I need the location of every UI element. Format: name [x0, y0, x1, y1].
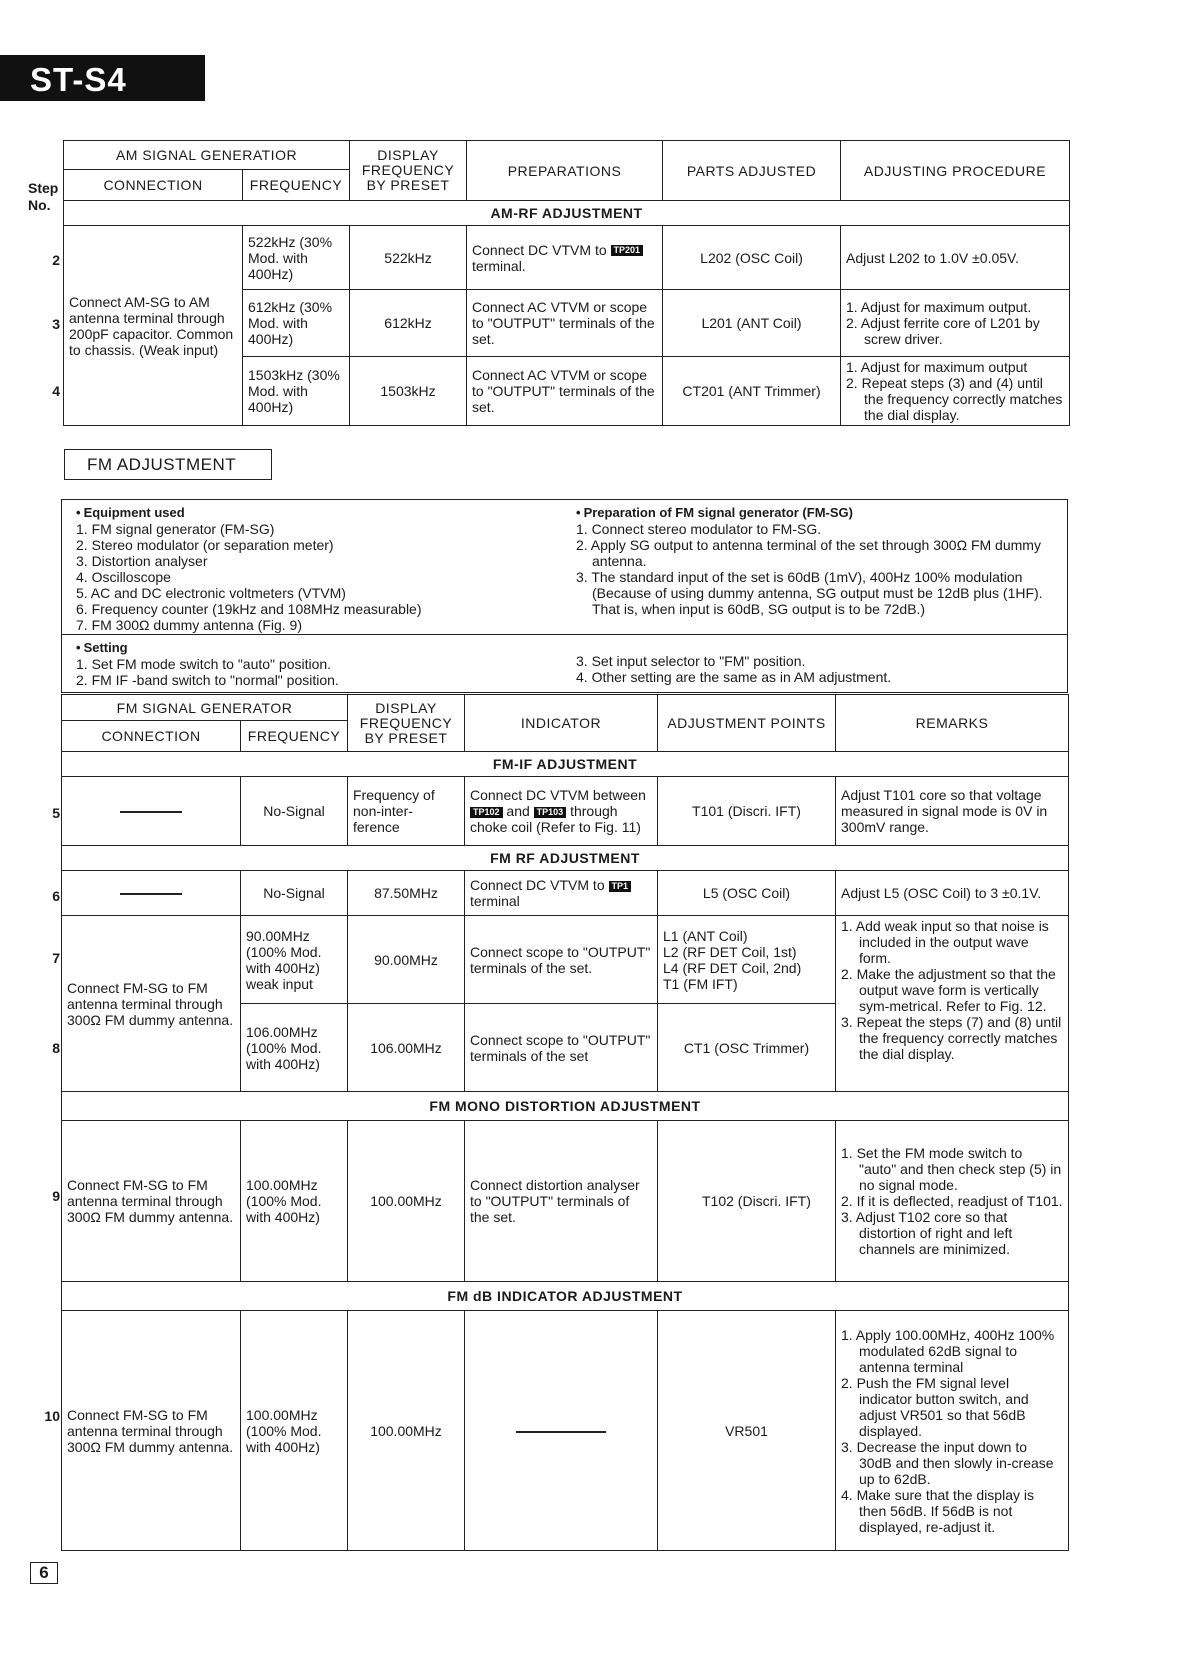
equipment-item: 4. Oscilloscope	[76, 569, 171, 585]
equipment-item: 3. Distortion analyser	[76, 553, 208, 569]
procedure-cell	[841, 226, 1070, 290]
section-title: FM dB INDICATOR ADJUSTMENT	[62, 1282, 1069, 1311]
frequency-cell: 612kHz (30% Mod. with 400Hz)	[243, 290, 350, 357]
connection-header: CONNECTION	[64, 170, 243, 201]
test-point-badge: TP102	[470, 807, 503, 818]
remark-step: 3. Adjust T102 core so that distortion of right and left channels are minimized.	[841, 1209, 1013, 1257]
remarks-cell: Adjust T101 core so that voltage measured in signal mode is 0V in 300mV range.	[836, 777, 1069, 846]
display-cell: 100.00MHz	[348, 1121, 465, 1282]
indicator-cell	[465, 871, 658, 916]
setting-item: 1. Set FM mode switch to "auto" position.	[76, 656, 332, 672]
connection-header: CONNECTION	[62, 721, 241, 752]
step-number: 9	[52, 1188, 60, 1204]
indicator-text: terminal	[470, 893, 520, 909]
dash-line	[120, 811, 182, 813]
adjustment-point: T1 (FM IFT)	[663, 975, 738, 992]
indicator-cell: Connect scope to "OUTPUT" terminals of the set.	[465, 916, 658, 1004]
step-number: 6	[52, 888, 60, 904]
setting-item: 4. Other setting are the same as in AM adjustment.	[576, 669, 892, 685]
am-generator-header: AM SIGNAL GENERATIOR	[64, 141, 350, 170]
adjustment-points-header: ADJUSTMENT POINTS	[658, 695, 836, 752]
setting-right	[562, 635, 1067, 692]
adjustment-points-cell	[658, 916, 836, 1004]
indicator-cell: Connect distortion analyser to "OUTPUT" terminals of the set.	[465, 1121, 658, 1282]
adjustment-points-cell: L5 (OSC Coil)	[658, 871, 836, 916]
display-cell: 1503kHz	[350, 357, 467, 426]
remarks-cell	[836, 1121, 1069, 1282]
remark-step: 1. Set the FM mode switch to "auto" and then check step (5) in no signal mode.	[841, 1145, 1062, 1193]
equipment-item: 2. Stereo modulator (or separation meter)	[76, 537, 334, 553]
adjustment-point: L4 (RF DET Coil, 2nd)	[663, 959, 802, 976]
fm-info-box	[61, 499, 1068, 693]
indicator-text: and	[506, 803, 530, 819]
setting-item: 2. FM IF -band switch to "normal" position.	[76, 672, 339, 688]
test-point-badge: TP1	[609, 881, 632, 892]
step-column-label	[28, 180, 58, 214]
preparation-cell	[467, 226, 663, 290]
equipment-title: • Equipment used	[76, 505, 185, 520]
frequency-cell: No-Signal	[241, 777, 348, 846]
frequency-cell: 1503kHz (30% Mod. with 400Hz)	[243, 357, 350, 426]
indicator-text: Connect DC VTVM between	[470, 787, 646, 803]
indicator-text: Connect DC VTVM to	[470, 877, 605, 893]
test-point-badge: TP103	[534, 807, 567, 818]
equipment-item: 5. AC and DC electronic voltmeters (VTVM)	[76, 585, 346, 601]
equipment-row	[62, 500, 1067, 635]
fm-sg-preparation-title-text: Preparation of FM signal generator (FM-SG)	[583, 505, 853, 520]
preparation-cell: Connect AC VTVM or scope to "OUTPUT" terminals of the set.	[467, 290, 663, 357]
fm-generator-header: FM SIGNAL GENERATOR	[62, 695, 348, 721]
remark-step: 2. If it is deflected, readjust of T101.	[841, 1193, 1063, 1209]
parts-cell: CT201 (ANT Trimmer)	[663, 357, 841, 426]
adjusting-procedure-header: ADJUSTING PROCEDURE	[841, 141, 1070, 201]
step-label-line: No.	[28, 197, 51, 213]
setting-title: • Setting	[76, 640, 128, 655]
procedure-step: 1. Adjust for maximum output	[846, 359, 1028, 375]
display-cell: 90.00MHz	[348, 916, 465, 1004]
remark-step: 3. Decrease the input down to 30dB and then slowly in-crease up to 62dB.	[841, 1438, 1054, 1487]
step-number: 2	[52, 252, 60, 268]
display-cell: 100.00MHz	[348, 1311, 465, 1551]
setting-item: 3. Set input selector to "FM" position.	[576, 653, 806, 669]
preparation-item: 3. The standard input of the set is 60dB (1mV), 400Hz 100% modulation (Because of using dummy antenna, SG output must be 12dB plus (1HF). That is, when input is 60dB, SG output is to be 72dB.)	[576, 569, 1043, 617]
remark-step: 4. Make sure that the display is then 56dB. If 56dB is not displayed, re-adjust it.	[841, 1486, 1034, 1535]
step-number: 10	[44, 1408, 60, 1424]
connection-cell: Connect FM-SG to FM antenna terminal through 300Ω FM dummy antenna.	[62, 916, 241, 1092]
section-title: AM-RF ADJUSTMENT	[64, 201, 1070, 226]
frequency-cell: 90.00MHz (100% Mod. with 400Hz) weak input	[241, 916, 348, 1004]
preparation-item: 1. Connect stereo modulator to FM-SG.	[576, 521, 822, 537]
preparation-text: terminal.	[472, 257, 526, 274]
page-number: 6	[30, 1562, 58, 1584]
remarks-header: REMARKS	[836, 695, 1069, 752]
remark-step: 2. Push the FM signal level indicator button switch, and adjust VR501 so that 56dB displayed.	[841, 1374, 1029, 1439]
parts-cell: L202 (OSC Coil)	[663, 226, 841, 290]
adjustment-point: L2 (RF DET Coil, 1st)	[663, 943, 797, 960]
procedure-step: 2. Repeat steps (3) and (4) until the frequency correctly matches the dial display.	[846, 375, 1063, 423]
preparation-text: Connect DC VTVM to	[472, 241, 607, 258]
parts-cell: L201 (ANT Coil)	[663, 290, 841, 357]
step-number: 8	[52, 1040, 60, 1056]
model-badge: ST-S4	[0, 55, 205, 101]
display-frequency-header: DISPLAY FREQUENCY BY PRESET	[348, 695, 465, 752]
indicator-text: through choke coil (Refer to Fig. 11)	[470, 803, 641, 835]
remark-step: 1. Apply 100.00MHz, 400Hz 100% modulated 62dB signal to antenna terminal	[841, 1326, 1055, 1375]
setting-title-text: Setting	[83, 640, 128, 655]
section-title: FM RF ADJUSTMENT	[62, 846, 1069, 871]
indicator-cell	[465, 1311, 658, 1551]
display-cell: 106.00MHz	[348, 1004, 465, 1092]
display-cell: Frequency of non-inter-ference	[348, 777, 465, 846]
step-number: 4	[52, 383, 60, 399]
equipment-item: 1. FM signal generator (FM-SG)	[76, 521, 275, 537]
step-number: 7	[52, 950, 60, 966]
frequency-header: FREQUENCY	[241, 721, 348, 752]
remarks-cell	[836, 1311, 1069, 1551]
procedure-step: 1. Adjust for maximum output.	[846, 299, 1032, 315]
preparation-cell: Connect AC VTVM or scope to "OUTPUT" terminals of the set.	[467, 357, 663, 426]
fm-adjustment-title: FM ADJUSTMENT	[64, 449, 272, 480]
procedure-text: Adjust L202 to 1.0V ±0.05V.	[846, 249, 1019, 266]
display-cell: 612kHz	[350, 290, 467, 357]
step-number: 5	[52, 805, 60, 821]
procedure-cell	[841, 357, 1070, 426]
adjustment-points-cell: T101 (Discri. IFT)	[658, 777, 836, 846]
indicator-cell: Connect scope to "OUTPUT" terminals of the set	[465, 1004, 658, 1092]
display-frequency-header: DISPLAY FREQUENCY BY PRESET	[350, 141, 467, 201]
connection-cell: Connect AM-SG to AM antenna terminal through 200pF capacitor. Common to chassis. (Weak input)	[64, 226, 243, 426]
remarks-cell	[836, 916, 1069, 1092]
setting-row	[62, 635, 1067, 692]
frequency-cell: 522kHz (30% Mod. with 400Hz)	[243, 226, 350, 290]
display-cell: 87.50MHz	[348, 871, 465, 916]
section-title: FM MONO DISTORTION ADJUSTMENT	[62, 1092, 1069, 1121]
equipment-title-text: Equipment used	[83, 505, 185, 520]
remark-step: 1. Add weak input so that noise is included in the output wave form.	[841, 918, 1049, 966]
dash-line	[516, 1431, 606, 1433]
adjustment-points-cell: T102 (Discri. IFT)	[658, 1121, 836, 1282]
connection-cell	[62, 777, 241, 846]
remark-step: 2. Make the adjustment so that the output wave form is vertically sym-metrical. Refer to Fig. 12.	[841, 966, 1056, 1014]
display-cell: 522kHz	[350, 226, 467, 290]
frequency-cell: 100.00MHz (100% Mod. with 400Hz)	[241, 1311, 348, 1551]
equipment-item: 7. FM 300Ω dummy antenna (Fig. 9)	[76, 617, 303, 633]
step-label-line: Step	[28, 180, 59, 196]
step-number: 3	[52, 316, 60, 332]
adjustment-points-cell: CT1 (OSC Trimmer)	[658, 1004, 836, 1092]
frequency-cell: 100.00MHz (100% Mod. with 400Hz)	[241, 1121, 348, 1282]
adjustment-point: L1 (ANT Coil)	[663, 927, 748, 944]
indicator-header: INDICATOR	[465, 695, 658, 752]
parts-adjusted-header: PARTS ADJUSTED	[663, 141, 841, 201]
setting-left	[62, 635, 562, 692]
equipment-used	[62, 500, 562, 634]
procedure-step: 2. Adjust ferrite core of L201 by screw driver.	[846, 315, 1040, 347]
remark-step: 3. Repeat the steps (7) and (8) until the frequency correctly matches the dial display.	[841, 1014, 1062, 1062]
connection-cell: Connect FM-SG to FM antenna terminal through 300Ω FM dummy antenna.	[62, 1121, 241, 1282]
preparation-item: 2. Apply SG output to antenna terminal of the set through 300Ω FM dummy antenna.	[576, 537, 1041, 569]
dash-line	[120, 893, 182, 895]
procedure-cell	[841, 290, 1070, 357]
section-title: FM-IF ADJUSTMENT	[62, 752, 1069, 777]
equipment-item: 6. Frequency counter (19kHz and 108MHz measurable)	[76, 601, 422, 617]
am-rf-table	[63, 140, 1070, 426]
frequency-header: FREQUENCY	[243, 170, 350, 201]
connection-cell	[62, 871, 241, 916]
connection-cell: Connect FM-SG to FM antenna terminal through 300Ω FM dummy antenna.	[62, 1311, 241, 1551]
indicator-cell	[465, 777, 658, 846]
fm-sg-preparation-title: • Preparation of FM signal generator (FM-SG)	[576, 505, 853, 520]
remarks-cell: Adjust L5 (OSC Coil) to 3 ±0.1V.	[836, 871, 1069, 916]
preparations-header: PREPARATIONS	[467, 141, 663, 201]
frequency-cell: No-Signal	[241, 871, 348, 916]
adjustment-points-cell: VR501	[658, 1311, 836, 1551]
frequency-cell: 106.00MHz (100% Mod. with 400Hz)	[241, 1004, 348, 1092]
fm-adjustment-table	[61, 694, 1069, 1551]
fm-sg-preparation	[562, 500, 1067, 634]
test-point-badge: TP201	[611, 245, 644, 256]
